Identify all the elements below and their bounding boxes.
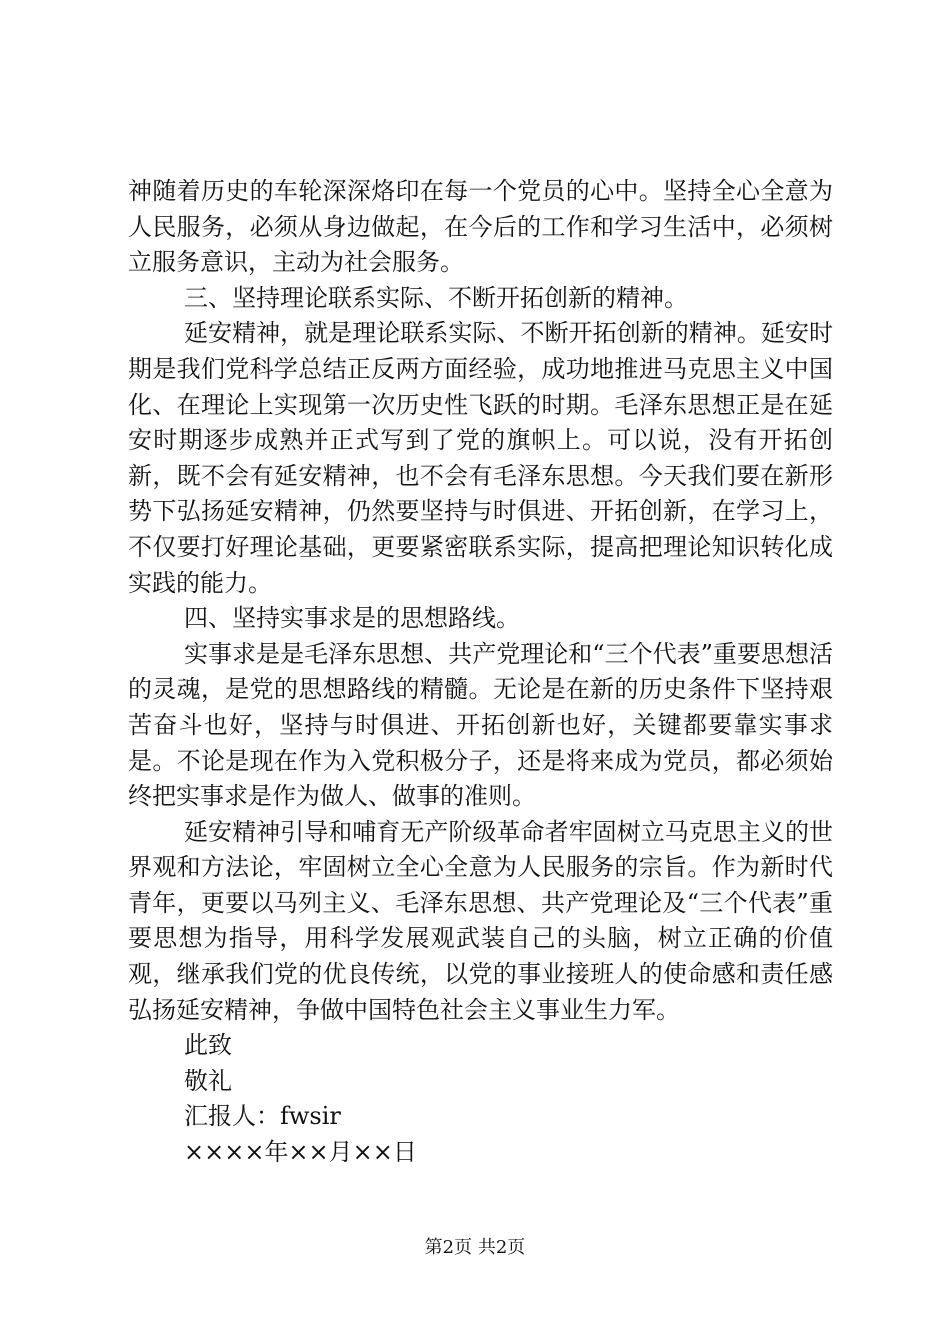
section-heading-four: 四、坚持实事求是的思想路线。 xyxy=(184,604,520,633)
paragraph-yanan-spirit: 延安精神，就是理论联系实际、不断开拓创新的精神。延安时期是我们党科学总结正反两方面经验，成功地推进马克思主义中国化、在理论上实现第一次历史性飞跃的时期。毛泽东思想正是在延安时期逐步成熟并正式写到了党的旗帜上。可以说，没有开拓创新，既不会有延安精神，也不会有毛泽东思想。今天我们要在新形势下弘扬延安精神，仍然要坚持与时俱进、开拓创新，在学习上，不仅要打好理论基础，更要紧密联系实际，提高把理论知识转化成实践的能力。 xyxy=(128,319,833,597)
paragraph-continuation: 神随着历史的车轮深深烙印在每一个党员的心中。坚持全心全意为人民服务，必须从身边做起，在今后的工作和学习生活中，必须树立服务意识，主动为社会服务。 xyxy=(128,177,833,277)
reporter-line: 汇报人：fwsir xyxy=(184,1102,341,1131)
paragraph-conclusion: 延安精神引导和哺育无产阶级革命者牢固树立马克思主义的世界观和方法论，牢固树立全心全意为人民服务的宗旨。作为新时代青年，更要以马列主义、毛泽东思想、共产党理论及“三个代表”重要思想为指导，用科学发展观武装自己的头脑，树立正确的价值观，继承我们党的优良传统，以党的事业接班人的使命感和责任感弘扬延安精神，争做中国特色社会主义事业生力军。 xyxy=(128,817,833,1024)
page-footer: 第2页 共2页 xyxy=(424,1237,526,1258)
section-heading-three: 三、坚持理论联系实际、不断开拓创新的精神。 xyxy=(184,283,688,312)
document-body xyxy=(128,174,833,1171)
paragraph-seek-truth: 实事求是是毛泽东思想、共产党理论和“三个代表”重要思想活的灵魂，是党的思想路线的精髓。无论是在新的历史条件下坚持艰苦奋斗也好，坚持与时俱进、开拓创新也好，关键都要靠实事求是。不论是现在作为入党积极分子，还是将来成为党员，都必须始终把实事求是作为做人、做事的准则。 xyxy=(128,639,833,811)
closing-regards: 敬礼 xyxy=(184,1066,232,1095)
closing-salutation: 此致 xyxy=(184,1031,232,1060)
date-line: ××××年××月××日 xyxy=(184,1138,417,1167)
